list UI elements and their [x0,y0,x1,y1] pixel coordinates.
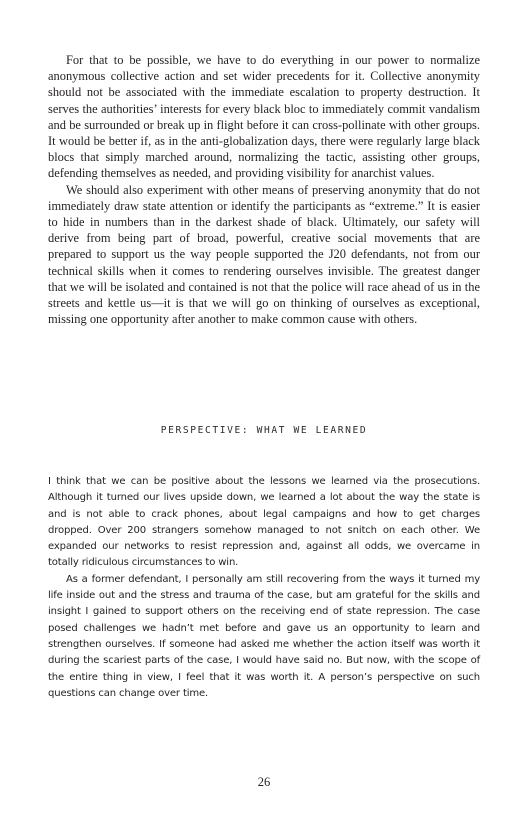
page-number: 26 [257,775,271,789]
essay-paragraph-2: We should also experiment with other means of preserving anonymity that do not immediately draw state attention or identify the participants as “extreme.” It is easier to hide in numbers than in the darkest shade of black. Ultimately, our safety will derive from being part of broad, powerful, creative social movements that are prepared to support us the way people supported the J20 defendants, not from our technical skills when it comes to rendering ourselves invisible. The greatest danger that we will be isolated and contained is not that the police will race ahead of us in the streets and kettle us—it is that we will go on thinking of ourselves as exceptional, missing one opportunity after another to make common cause with others. [48,182,480,327]
essay-paragraph-1: For that to be possible, we have to do everything in our power to normalize anonymous collective action and set wider precedents for it. Collective anonymity should not be associated with the immediate escalation to property destruction. It serves the authorities’ interests for every black bloc to immediately commit vandalism and be surrounded or break up in flight before it can cross-pollinate with other groups. It would be better if, as in the anti-globalization days, there were regularly large black blocs that simply marched around, normalizing the tactic, assisting other groups, defending themselves as needed, and providing visibility for anarchist values. [48,53,480,181]
perspective-body [48,474,480,702]
essay-body [48,52,480,327]
perspective-paragraph-1: I think that we can be positive about the lessons we learned via the prosecutions. Although it turned our lives upside down, we learned a lot about the way the state is and is not able to crack phones, about legal campaigns and how to get charges dropped. Over 200 strangers somehow managed to not snitch on each other. We expanded our networks to resist repression and, against all odds, we overcame in totally ridiculous circumstances to win. [48,476,480,569]
perspective-paragraph-2: As a former defendant, I personally am still recovering from the ways it turned my life inside out and the stress and trauma of the case, but am grateful for the skills and insight I gained to support others on the receiving end of state repression. The case posed challenges we hadn’t met before and gave us an opportunity to learn and strengthen ourselves. If someone had asked me whether the action itself was worth it during the scariest parts of the case, I would have said no. But now, with the scope of the entire thing in view, I feel that it was worth it. A person’s perspective on such questions can change over time. [48,573,480,699]
section-heading: PERSPECTIVE: WHAT WE LEARNED [160,425,368,436]
